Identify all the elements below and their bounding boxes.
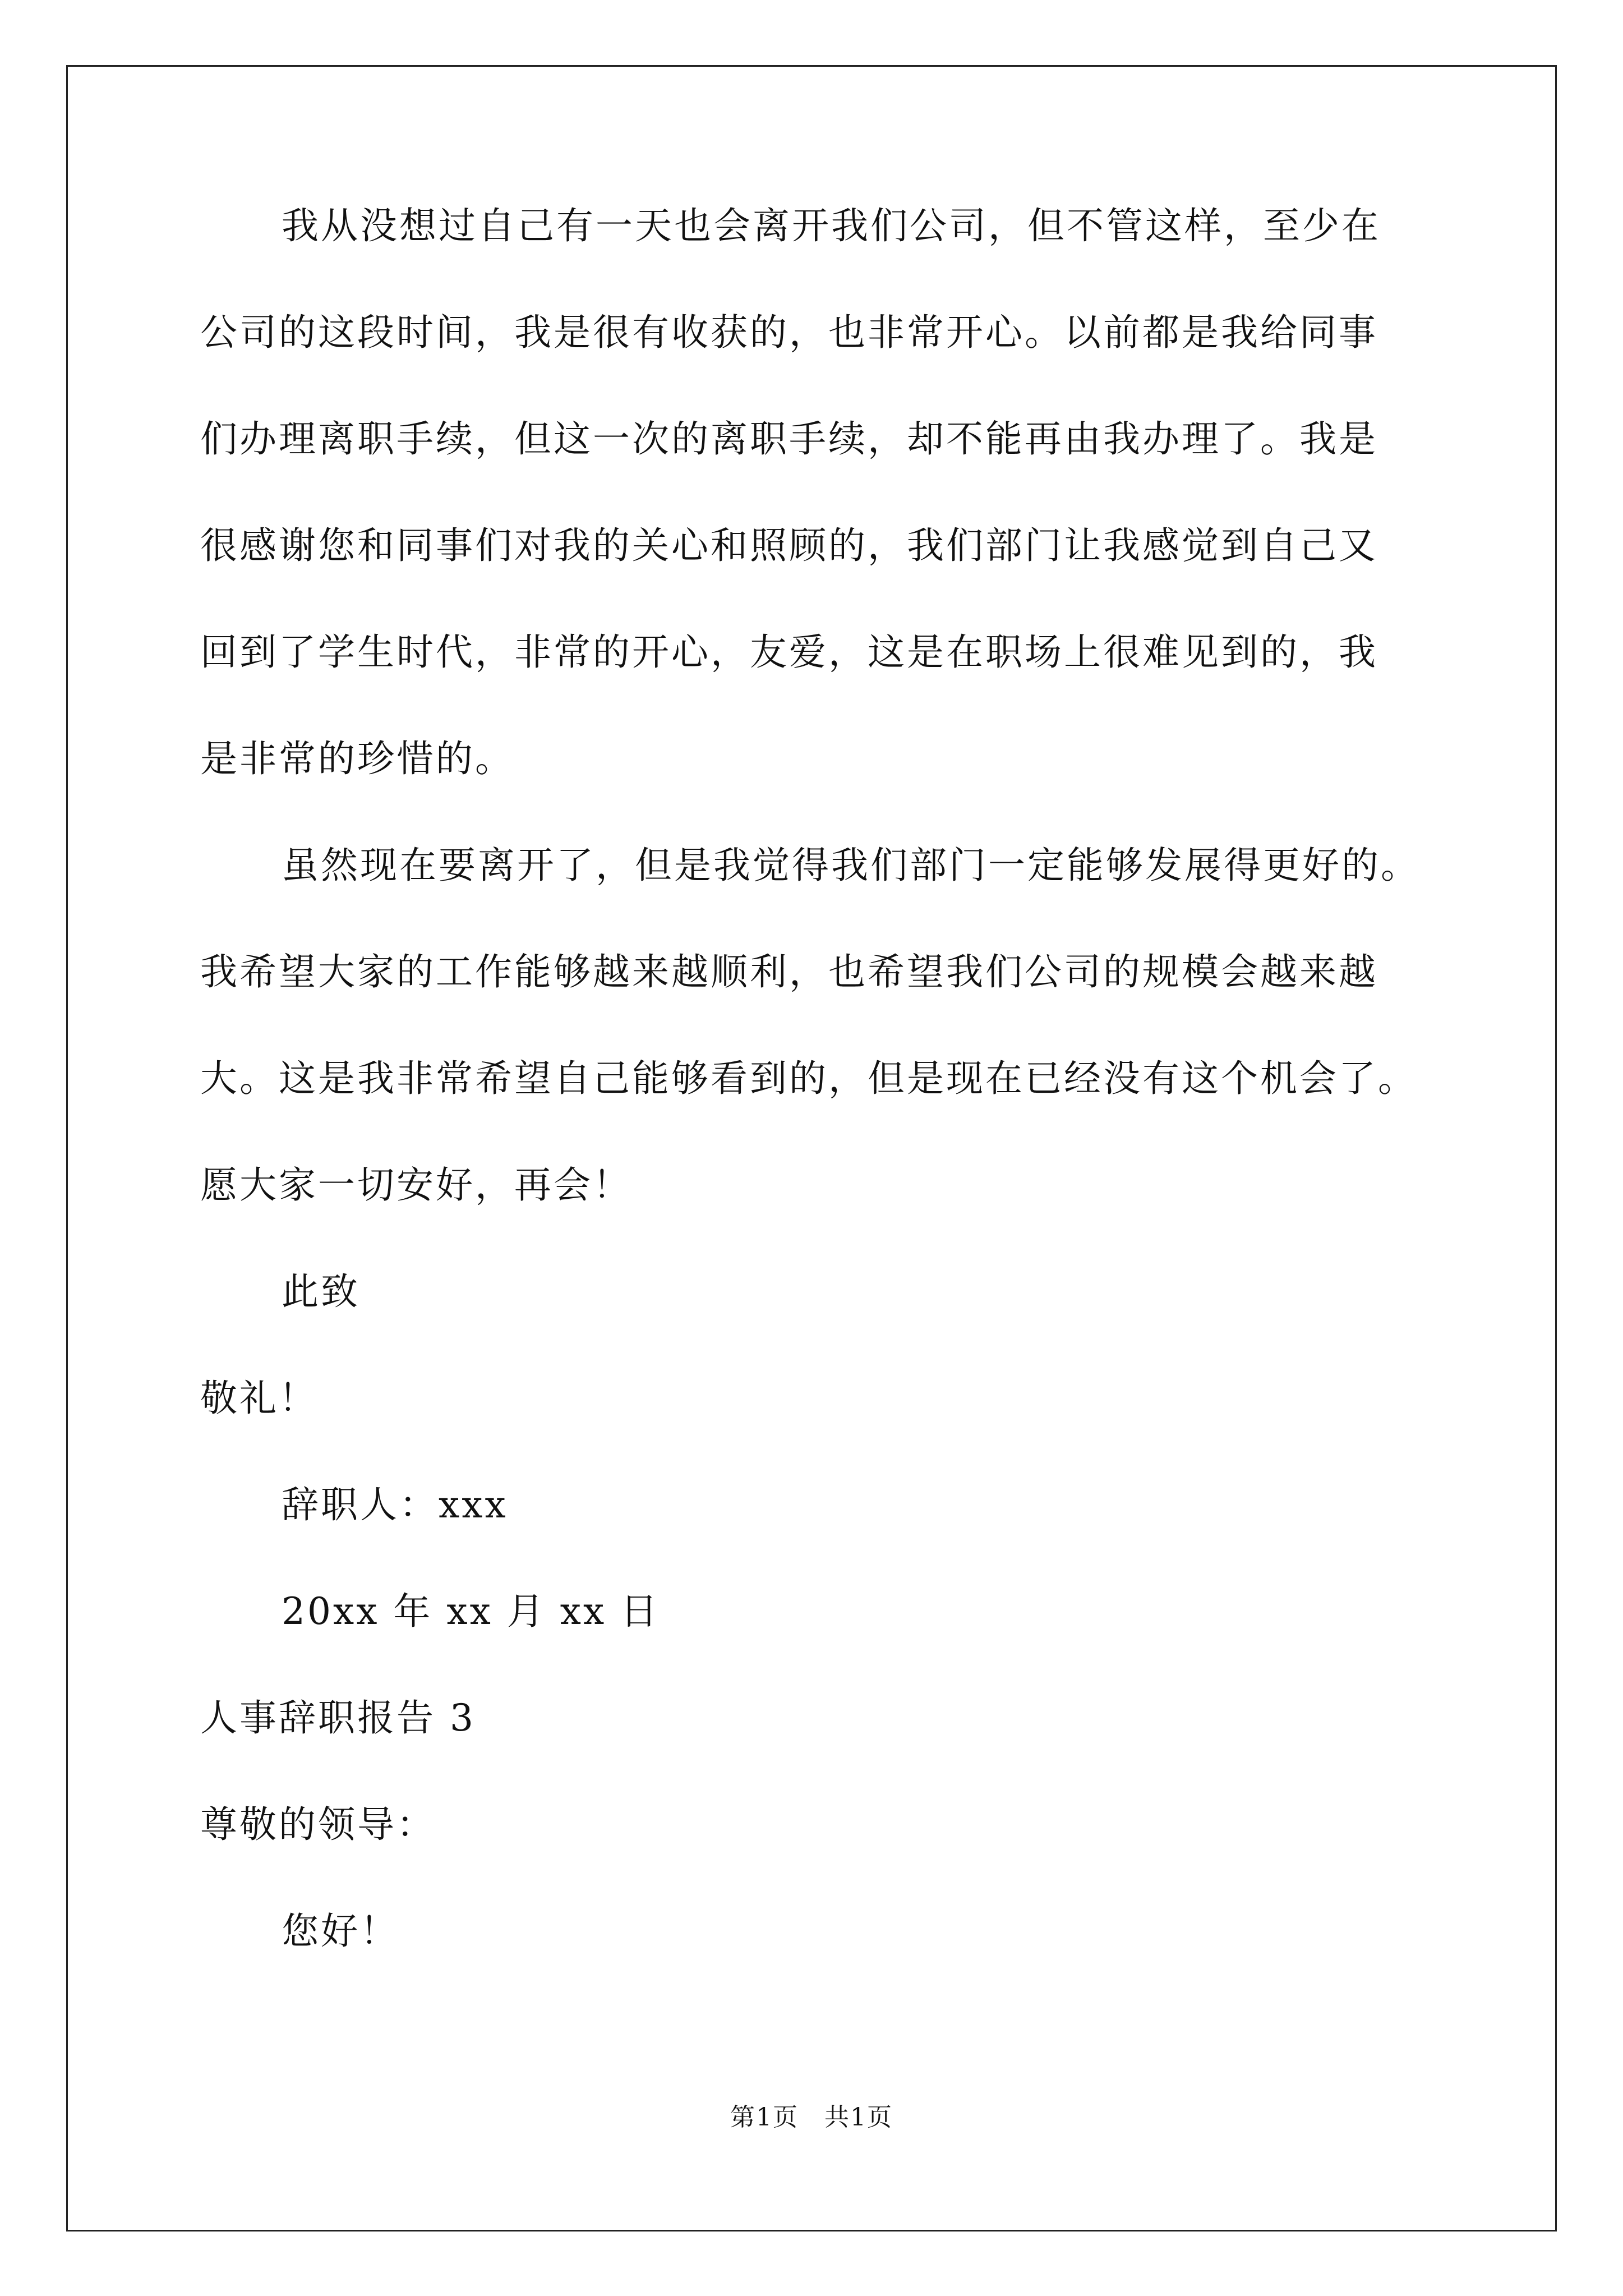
paragraph-line: 公司的这段时间，我是很有收获的，也非常开心。以前都是我给同事 [200,311,1378,354]
paragraph-line: 我从没想过自己有一天也会离开我们公司，但不管这样，至少在 [282,204,1381,247]
closing-line: 此致 [282,1270,360,1313]
paragraph-line: 回到了学生时代，非常的开心，友爱，这是在职场上很难见到的，我 [200,631,1378,674]
page-frame [66,65,1557,2231]
page-footer: 第1页 共1页 [730,2103,893,2132]
section-title: 人事辞职报告 3 [200,1696,476,1740]
paragraph-line: 们办理离职手续，但这一次的离职手续，却不能再由我办理了。我是 [200,417,1378,461]
greeting-line: 您好！ [282,1910,399,1953]
paragraph-line: 虽然现在要离开了，但是我觉得我们部门一定能够发展得更好的。 [282,844,1420,887]
signature-line: 辞职人：xxx [282,1483,508,1526]
paragraph-line: 大。这是我非常希望自己能够看到的，但是现在已经没有这个机会了。 [200,1057,1417,1100]
paragraph-line: 很感谢您和同事们对我的关心和照顾的，我们部门让我感觉到自己又 [200,524,1378,567]
greeting-line: 尊敬的领导： [200,1803,436,1846]
paragraph-line: 是非常的珍惜的。 [200,737,514,780]
salutation-line: 敬礼！ [200,1377,318,1420]
paragraph-line: 我希望大家的工作能够越来越顺利，也希望我们公司的规模会越来越 [200,950,1378,993]
date-line: 20xx 年 xx 月 xx 日 [282,1590,660,1633]
paragraph-line: 愿大家一切安好，再会！ [200,1163,632,1207]
